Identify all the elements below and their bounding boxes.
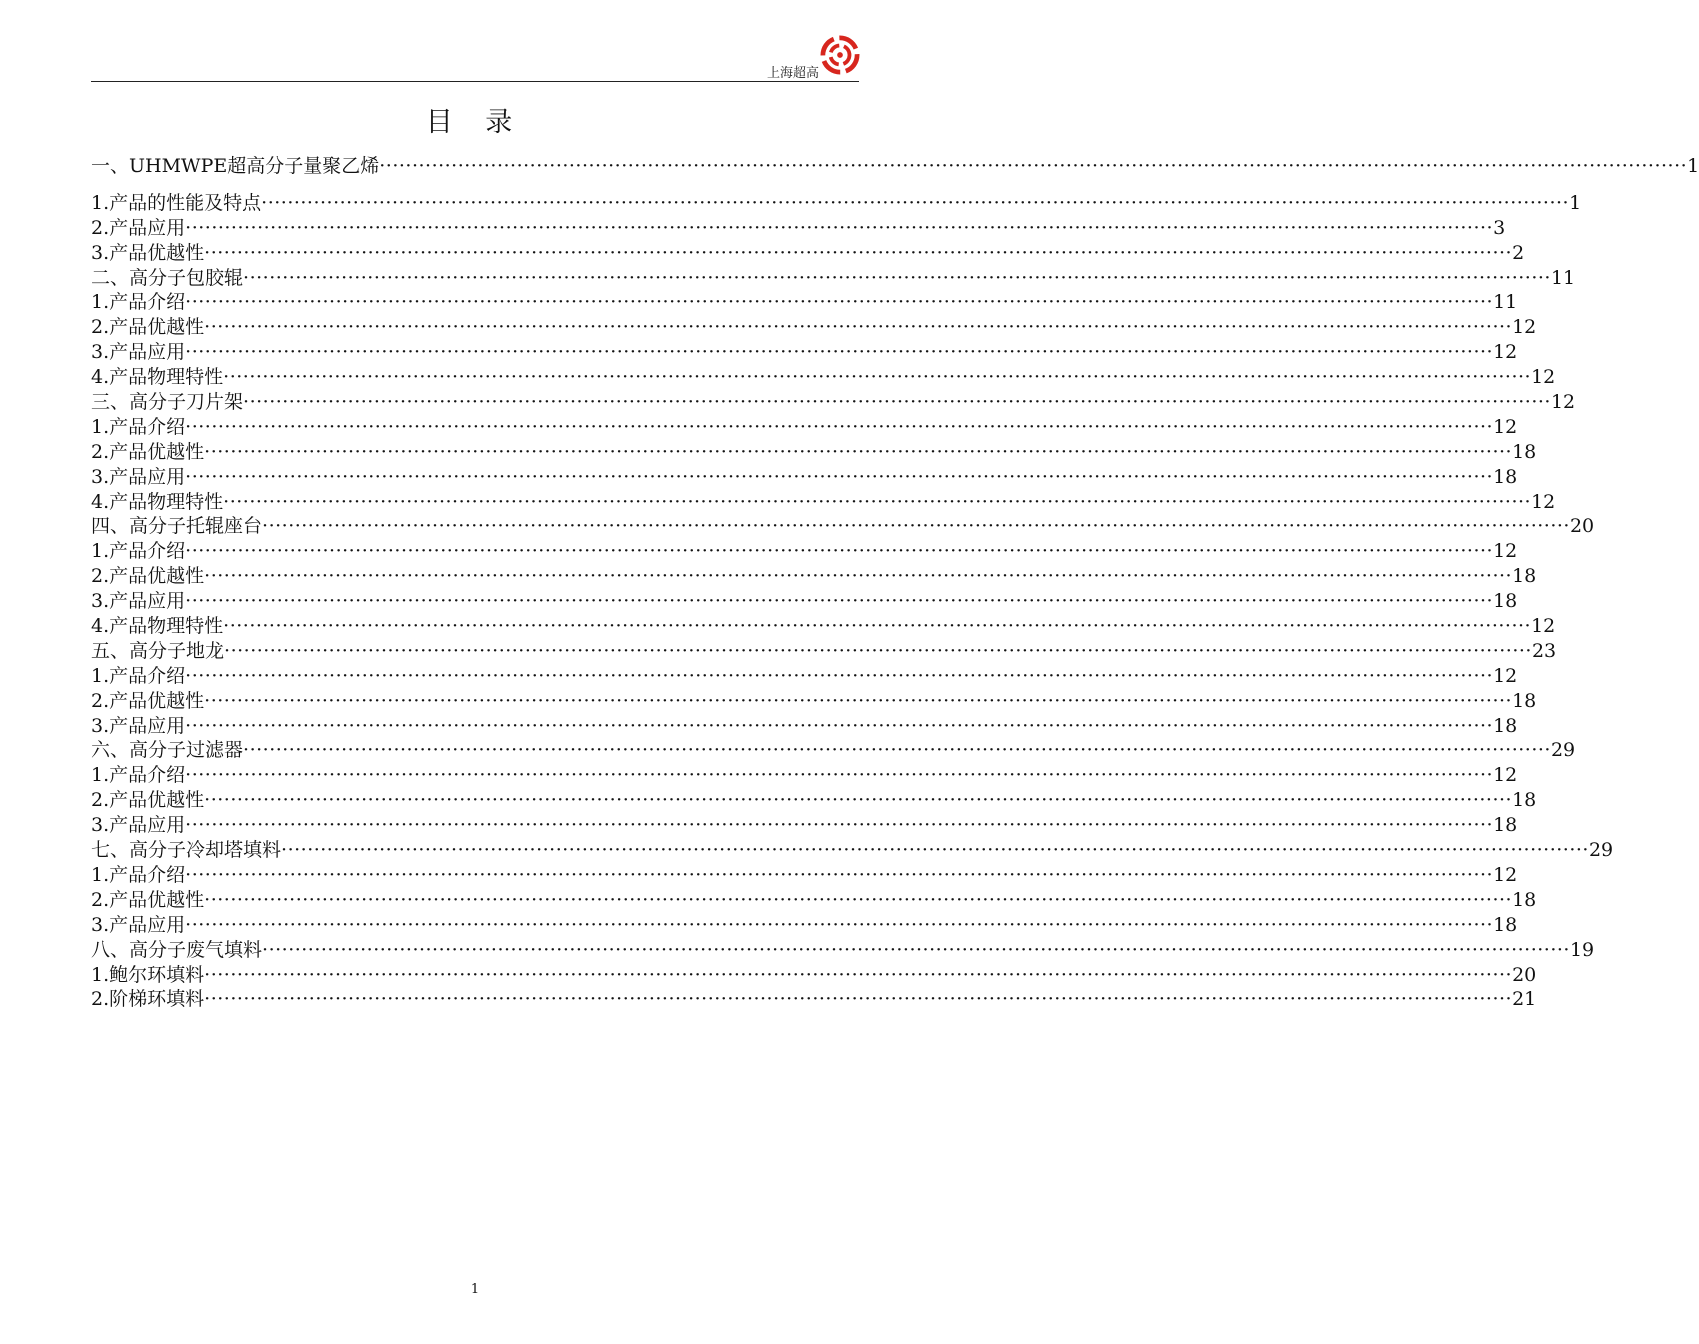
toc-entry-title: 产品优越性 <box>109 689 205 712</box>
toc-entry[interactable] <box>91 490 1556 515</box>
toc-entry-title: 高分子刀片架 <box>129 391 244 414</box>
toc-leader-dots: ········································································································································································································ <box>223 366 1532 389</box>
toc-leader-dots: ········································································································································································································ <box>185 863 1494 886</box>
toc-entry-title: 产品的性能及特点 <box>109 191 262 214</box>
toc-entry[interactable] <box>91 963 1537 988</box>
toc-entry-number: 2. <box>91 689 110 712</box>
toc-entry-number: 七、 <box>91 839 130 862</box>
toc-entry-title: 产品介绍 <box>109 664 186 687</box>
toc-leader-dots: ········································································································································································································ <box>204 888 1513 911</box>
toc-leader-dots: ········································································································································································································ <box>243 739 1551 762</box>
toc-entry-title: 产品优越性 <box>109 789 205 812</box>
toc-entry[interactable] <box>91 216 1506 241</box>
toc-entry-page: 12 <box>1493 540 1518 563</box>
toc-entry-page: 12 <box>1512 316 1537 339</box>
toc-entry-title: 产品应用 <box>109 341 186 364</box>
toc-entry-number: 2. <box>91 316 110 339</box>
toc-entry[interactable] <box>91 938 1595 963</box>
toc-entry[interactable] <box>91 365 1556 390</box>
toc-entry-title: 产品物理特性 <box>109 490 224 513</box>
toc-entry-number: 2. <box>91 988 110 1011</box>
page-title: 目 录 <box>425 107 525 138</box>
toc-leader-dots: ········································································································································································································ <box>262 938 1570 961</box>
toc-leader-dots: ········································································································································································································ <box>281 839 1589 862</box>
toc-entry[interactable] <box>91 315 1537 340</box>
toc-leader-dots: ········································································································································································································ <box>204 565 1513 588</box>
toc-leader-dots: ········································································································································································································ <box>185 764 1494 787</box>
toc-entry-page: 11 <box>1550 266 1576 289</box>
toc-entry[interactable] <box>91 440 1537 465</box>
toc-entry-title: 高分子废气填料 <box>129 938 263 961</box>
toc-leader-dots: ········································································································································································································ <box>379 155 1688 177</box>
toc-entry[interactable] <box>91 664 1518 689</box>
toc-entry-number: 四、 <box>91 515 130 538</box>
toc-entry-number: 1. <box>91 415 110 438</box>
toc-leader-dots: ········································································································································································································ <box>204 789 1513 812</box>
toc-entry[interactable] <box>91 888 1537 913</box>
toc-entry-number: 4. <box>91 366 110 389</box>
toc-entry-number: 3. <box>91 241 110 264</box>
toc-entry-page: 11 <box>1493 291 1518 314</box>
toc-entry-page: 12 <box>1493 341 1518 364</box>
toc-entry-title: 鲍尔环填料 <box>109 963 205 986</box>
toc-entry[interactable] <box>91 987 1537 1012</box>
toc-entry[interactable] <box>91 390 1576 415</box>
toc-entry-number: 二、 <box>91 266 130 289</box>
toc-leader-dots: ········································································································································································································ <box>223 615 1532 638</box>
toc-entry[interactable] <box>91 763 1518 788</box>
toc-leader-dots: ········································································································································································································ <box>185 465 1494 488</box>
toc-entry[interactable] <box>91 191 1582 216</box>
toc-leader-dots: ········································································································································································································ <box>185 664 1494 687</box>
toc-entry[interactable] <box>91 241 1525 266</box>
toc-leader-dots: ········································································································································································································ <box>223 490 1532 513</box>
toc-entry-page: 18 <box>1493 465 1518 488</box>
toc-leader-dots: ········································································································································································································ <box>224 639 1532 662</box>
toc-entry-number: 六、 <box>91 739 130 762</box>
toc-entry[interactable] <box>91 714 1518 739</box>
toc-entry-number: 2. <box>91 440 110 463</box>
table-of-contents <box>91 154 1699 1012</box>
toc-entry-title: 产品优越性 <box>109 241 205 264</box>
toc-entry[interactable] <box>91 589 1518 614</box>
toc-leader-dots: ········································································································································································································ <box>185 814 1494 837</box>
toc-entry-page: 3 <box>1493 216 1506 239</box>
toc-entry-number: 2. <box>91 565 110 588</box>
toc-entry[interactable] <box>91 290 1518 315</box>
toc-entry[interactable] <box>91 539 1518 564</box>
toc-entry-page: 1 <box>1569 191 1582 214</box>
toc-entry[interactable] <box>91 564 1537 589</box>
toc-leader-dots: ········································································································································································································ <box>243 266 1551 289</box>
company-name: 上海超高 <box>766 66 819 81</box>
toc-entry-number: 4. <box>91 490 110 513</box>
toc-entry-title: 产品介绍 <box>109 764 186 787</box>
toc-entry-number: 3. <box>91 814 110 837</box>
toc-entry-page: 23 <box>1531 639 1557 662</box>
toc-entry-page: 18 <box>1512 888 1537 911</box>
toc-entry[interactable] <box>91 266 1576 291</box>
toc-entry[interactable] <box>91 913 1518 938</box>
toc-entry-title: 高分子地龙 <box>129 639 225 662</box>
toc-entry-title: UHMWPE超高分子量聚乙烯 <box>129 155 380 177</box>
toc-entry-title: 产品物理特性 <box>109 366 224 389</box>
toc-entry-number: 1. <box>91 540 110 563</box>
toc-entry-page: 19 <box>1569 938 1595 961</box>
toc-entry-page: 12 <box>1493 664 1518 687</box>
toc-entry-page: 18 <box>1512 789 1537 812</box>
toc-entry-title: 高分子过滤器 <box>129 739 244 762</box>
toc-leader-dots: ········································································································································································································ <box>185 714 1494 737</box>
toc-entry-title: 产品应用 <box>109 913 186 936</box>
toc-entry-page: 20 <box>1569 515 1595 538</box>
toc-entry-number: 4. <box>91 615 110 638</box>
toc-entry-title: 产品应用 <box>109 714 186 737</box>
toc-entry-page: 12 <box>1531 366 1556 389</box>
toc-entry[interactable] <box>91 813 1518 838</box>
toc-leader-dots: ········································································································································································································ <box>185 341 1494 364</box>
toc-entry[interactable] <box>91 154 1699 179</box>
toc-entry-title: 产品应用 <box>109 814 186 837</box>
toc-entry-number: 1. <box>91 764 110 787</box>
toc-entry-number: 2. <box>91 789 110 812</box>
toc-entry[interactable] <box>91 863 1518 888</box>
toc-entry-title: 产品介绍 <box>109 415 186 438</box>
toc-entry-page: 2 <box>1512 241 1525 264</box>
toc-entry-page: 12 <box>1531 490 1556 513</box>
toc-entry-title: 高分子包胶辊 <box>129 266 244 289</box>
toc-entry-page: 12 <box>1493 415 1518 438</box>
toc-entry[interactable] <box>91 738 1576 763</box>
toc-entry-number: 1. <box>91 863 110 886</box>
page-number: 1 <box>470 1282 480 1297</box>
toc-entry-number: 3. <box>91 913 110 936</box>
toc-entry[interactable] <box>91 788 1537 813</box>
toc-entry[interactable] <box>91 514 1595 539</box>
toc-leader-dots: ········································································································································································································ <box>204 440 1513 463</box>
company-logo-icon <box>821 36 859 74</box>
toc-leader-dots: ········································································································································································································ <box>204 316 1513 339</box>
toc-entry-title: 产品应用 <box>109 216 186 239</box>
toc-entry-page: 18 <box>1493 590 1518 613</box>
toc-entry-page: 18 <box>1512 440 1537 463</box>
toc-entry[interactable] <box>91 614 1556 639</box>
toc-leader-dots: ········································································································································································································ <box>204 241 1513 264</box>
toc-entry-page: 29 <box>1550 739 1576 762</box>
toc-entry-number: 一、 <box>91 155 130 177</box>
toc-entry-title: 产品优越性 <box>109 888 205 911</box>
toc-leader-dots: ········································································································································································································ <box>185 913 1494 936</box>
toc-entry-number: 三、 <box>91 391 130 414</box>
toc-leader-dots: ········································································································································································································ <box>204 689 1513 712</box>
toc-leader-dots: ········································································································································································································ <box>243 391 1551 414</box>
toc-entry-page: 12 <box>1493 764 1518 787</box>
toc-entry-page: 18 <box>1493 814 1518 837</box>
toc-leader-dots: ········································································································································································································ <box>185 590 1494 613</box>
toc-entry-title: 产品应用 <box>109 465 186 488</box>
toc-entry-number: 五、 <box>91 639 130 662</box>
toc-entry-title: 产品介绍 <box>109 540 186 563</box>
toc-entry-title: 产品物理特性 <box>109 615 224 638</box>
toc-entry[interactable] <box>91 465 1518 490</box>
toc-entry-title: 产品介绍 <box>109 863 186 886</box>
toc-entry-title: 产品优越性 <box>109 316 205 339</box>
toc-entry-number: 3. <box>91 465 110 488</box>
toc-entry-page: 1 <box>1687 155 1699 177</box>
toc-entry-number: 1. <box>91 664 110 687</box>
toc-entry-page: 18 <box>1493 714 1518 737</box>
toc-leader-dots: ········································································································································································································ <box>204 988 1513 1011</box>
toc-entry-title: 高分子托辊座台 <box>129 515 263 538</box>
toc-leader-dots: ········································································································································································································ <box>204 963 1513 986</box>
toc-entry[interactable] <box>91 689 1537 714</box>
toc-entry-number: 3. <box>91 590 110 613</box>
toc-entry[interactable] <box>91 639 1557 664</box>
toc-entry-title: 产品介绍 <box>109 291 186 314</box>
toc-entry-number: 2. <box>91 888 110 911</box>
toc-leader-dots: ········································································································································································································ <box>185 540 1494 563</box>
toc-entry-page: 12 <box>1550 391 1576 414</box>
toc-entry-page: 12 <box>1531 615 1556 638</box>
toc-entry-title: 阶梯环填料 <box>109 988 205 1011</box>
toc-entry-page: 18 <box>1512 689 1537 712</box>
toc-leader-dots: ········································································································································································································ <box>185 415 1494 438</box>
toc-leader-dots: ········································································································································································································ <box>262 515 1570 538</box>
toc-entry-title: 产品优越性 <box>109 440 205 463</box>
toc-entry-number: 1. <box>91 291 110 314</box>
toc-entry-number: 1. <box>91 963 110 986</box>
toc-entry-number: 2. <box>91 216 110 239</box>
toc-entry[interactable] <box>91 340 1518 365</box>
toc-leader-dots: ········································································································································································································ <box>185 291 1494 314</box>
toc-leader-dots: ········································································································································································································ <box>185 216 1494 239</box>
toc-entry-title: 产品优越性 <box>109 565 205 588</box>
toc-entry-page: 20 <box>1512 963 1537 986</box>
toc-entry-number: 1. <box>91 191 110 214</box>
toc-leader-dots: ········································································································································································································ <box>261 191 1570 214</box>
toc-entry[interactable] <box>91 415 1518 440</box>
toc-entry-title: 产品应用 <box>109 590 186 613</box>
toc-entry-page: 18 <box>1493 913 1518 936</box>
toc-entry-page: 21 <box>1512 988 1537 1011</box>
toc-entry-page: 29 <box>1588 839 1614 862</box>
toc-entry-page: 12 <box>1493 863 1518 886</box>
toc-entry-title: 高分子冷却塔填料 <box>129 839 282 862</box>
page-header <box>91 34 859 82</box>
toc-entry-number: 八、 <box>91 938 130 961</box>
toc-entry-number: 3. <box>91 714 110 737</box>
toc-entry-page: 18 <box>1512 565 1537 588</box>
toc-entry-number: 3. <box>91 341 110 364</box>
toc-entry[interactable] <box>91 838 1614 863</box>
